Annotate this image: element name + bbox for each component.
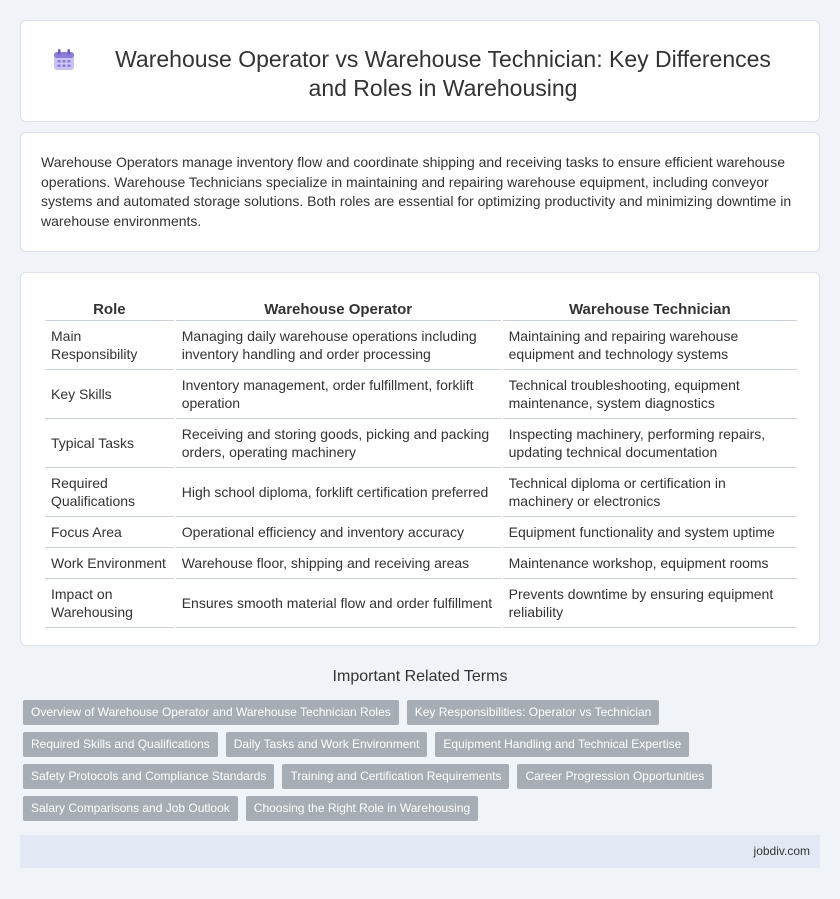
header-operator: Warehouse Operator <box>176 295 501 321</box>
footer <box>20 835 820 868</box>
table-row <box>45 419 797 468</box>
technician-cell: Inspecting machinery, performing repairs, updating technical documentation <box>503 419 797 468</box>
calendar-grid-icon <box>51 47 77 73</box>
table-row <box>45 517 797 548</box>
technician-cell: Maintenance workshop, equipment rooms <box>503 548 797 579</box>
operator-cell: Ensures smooth material flow and order fulfillment <box>176 579 501 628</box>
intro-card <box>20 132 820 252</box>
intro-paragraph: Warehouse Operators manage inventory flow and coordinate shipping and receiving tasks to ensure efficient warehouse operations. Warehouse Technicians specialize in maintaining and repairing warehouse equipment, including conveyor systems and automated storage solutions. Both roles are essential for optimizing productivity and minimizing downtime in warehouse environments. <box>41 154 792 229</box>
related-term-tag[interactable]: Overview of Warehouse Operator and Warehouse Technician Roles <box>23 700 399 725</box>
operator-cell: Managing daily warehouse operations including inventory handling and order processing <box>176 321 501 370</box>
row-label: Key Skills <box>45 370 174 419</box>
table-row <box>45 321 797 370</box>
table-row <box>45 468 797 517</box>
technician-cell: Maintaining and repairing warehouse equipment and technology systems <box>503 321 797 370</box>
title-card <box>20 20 820 122</box>
table-row <box>45 370 797 419</box>
row-label: Required Qualifications <box>45 468 174 517</box>
technician-cell: Technical diploma or certification in machinery or electronics <box>503 468 797 517</box>
operator-cell: Inventory management, order fulfillment, forklift operation <box>176 370 501 419</box>
related-term-tag[interactable]: Choosing the Right Role in Warehousing <box>246 796 478 821</box>
related-terms-list <box>23 700 823 828</box>
table-row <box>45 548 797 579</box>
row-label: Impact on Warehousing <box>45 579 174 628</box>
related-term-tag[interactable]: Equipment Handling and Technical Expertise <box>435 732 689 757</box>
row-label: Focus Area <box>45 517 174 548</box>
row-label: Main Responsibility <box>45 321 174 370</box>
row-label: Work Environment <box>45 548 174 579</box>
technician-cell: Equipment functionality and system uptime <box>503 517 797 548</box>
title-row <box>51 45 789 103</box>
operator-cell: Receiving and storing goods, picking and packing orders, operating machinery <box>176 419 501 468</box>
header-technician: Warehouse Technician <box>503 295 797 321</box>
comparison-table <box>43 295 799 628</box>
comparison-table-card <box>20 272 820 646</box>
operator-cell: Operational efficiency and inventory accuracy <box>176 517 501 548</box>
operator-cell: Warehouse floor, shipping and receiving areas <box>176 548 501 579</box>
related-term-tag[interactable]: Career Progression Opportunities <box>517 764 712 789</box>
related-term-tag[interactable]: Salary Comparisons and Job Outlook <box>23 796 238 821</box>
related-term-tag[interactable]: Daily Tasks and Work Environment <box>226 732 428 757</box>
table-row <box>45 579 797 628</box>
table-header-row <box>45 295 797 321</box>
related-term-tag[interactable]: Training and Certification Requirements <box>282 764 509 789</box>
row-label: Typical Tasks <box>45 419 174 468</box>
technician-cell: Prevents downtime by ensuring equipment reliability <box>503 579 797 628</box>
related-term-tag[interactable]: Safety Protocols and Compliance Standards <box>23 764 274 789</box>
related-terms-heading: Important Related Terms <box>332 668 508 685</box>
header-role: Role <box>45 295 174 321</box>
operator-cell: High school diploma, forklift certification preferred <box>176 468 501 517</box>
related-term-tag[interactable]: Required Skills and Qualifications <box>23 732 218 757</box>
technician-cell: Technical troubleshooting, equipment maintenance, system diagnostics <box>503 370 797 419</box>
page-title: Warehouse Operator vs Warehouse Technician: Key Differences and Roles in Warehousing <box>115 46 771 101</box>
footer-site-link[interactable]: jobdiv.com <box>753 844 810 858</box>
related-term-tag[interactable]: Key Responsibilities: Operator vs Technician <box>407 700 660 725</box>
